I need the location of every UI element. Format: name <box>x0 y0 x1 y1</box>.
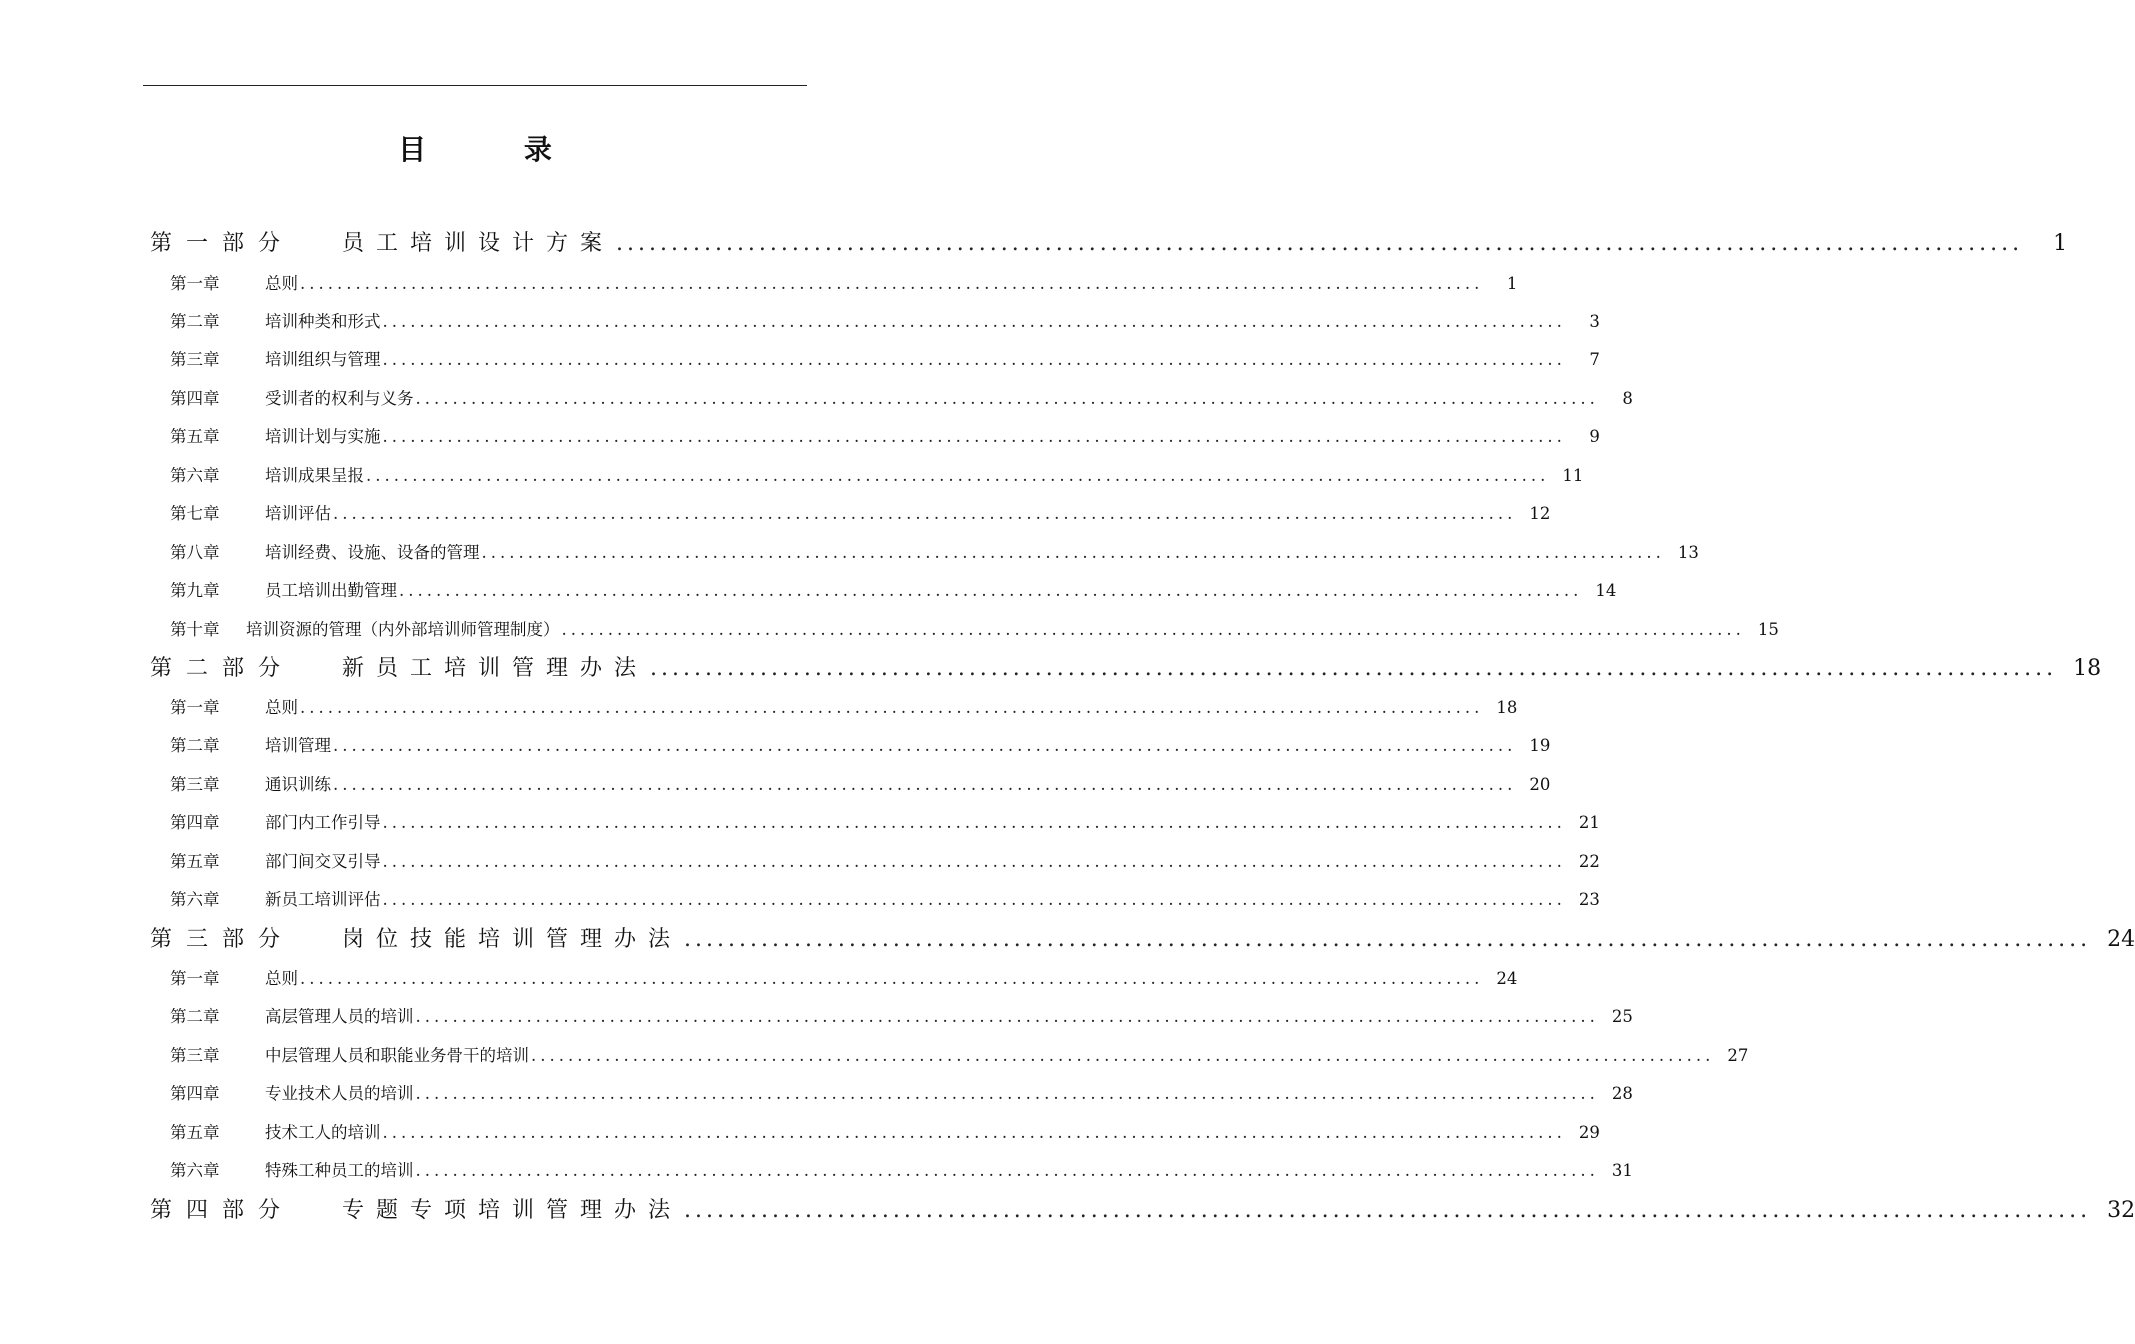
toc-entry-title: 技术工人的培训 <box>265 1123 381 1142</box>
toc-page-number: 21 <box>1578 813 1600 832</box>
toc-page-number: 29 <box>1578 1123 1600 1142</box>
toc-page-number: 32 <box>2107 1198 2135 1223</box>
toc-entry-title: 总则 <box>265 274 298 293</box>
toc-dot-leader: ................................................................................................................................ <box>300 274 1484 293</box>
toc-entry-title: 总则 <box>265 698 298 717</box>
toc-dot-leader: ................................................................................................................................ <box>415 1161 1599 1180</box>
toc-entry-number: 第二部分 <box>150 656 295 681</box>
toc-dot-leader: ................................................................................................................................ <box>300 969 1484 988</box>
toc-part-entry[interactable] <box>150 1193 2135 1223</box>
toc-page-number: 1 <box>2053 231 2068 256</box>
toc-chapter-entry[interactable] <box>170 270 1518 294</box>
toc-chapter-entry[interactable] <box>170 848 1600 872</box>
toc-dot-leader: ................................................................................................................................ <box>333 504 1517 523</box>
toc-dot-leader: ................................................................................................................................ <box>616 231 2024 256</box>
toc-page-number: 7 <box>1589 350 1600 369</box>
toc-dot-leader: ................................................................................................................................ <box>333 736 1517 755</box>
toc-chapter-entry[interactable] <box>170 809 1600 833</box>
toc-dot-leader: ................................................................................................................................ <box>382 350 1566 369</box>
toc-entry-title: 中层管理人员和职能业务骨干的培训 <box>265 1046 529 1065</box>
toc-page-number: 14 <box>1595 581 1617 600</box>
toc-entry-number: 第一章 <box>170 698 220 717</box>
toc-dot-leader: ................................................................................................................................ <box>382 813 1566 832</box>
toc-page-number: 8 <box>1622 389 1633 408</box>
toc-page-number: 20 <box>1529 775 1551 794</box>
toc-page-number: 19 <box>1529 736 1551 755</box>
toc-chapter-entry[interactable] <box>170 308 1600 332</box>
toc-chapter-entry[interactable] <box>170 539 1699 563</box>
toc-entry-number: 第三章 <box>170 1046 220 1065</box>
toc-entry-number: 第四部分 <box>150 1198 295 1223</box>
toc-page-number: 3 <box>1589 312 1600 331</box>
toc-dot-leader: ................................................................................................................................ <box>650 656 2058 681</box>
toc-chapter-entry[interactable] <box>170 385 1633 409</box>
toc-page-number: 31 <box>1611 1161 1633 1180</box>
toc-chapter-entry[interactable] <box>170 1157 1633 1181</box>
toc-chapter-entry[interactable] <box>170 694 1518 718</box>
toc-entry-number: 第一章 <box>170 969 220 988</box>
toc-dot-leader: ................................................................................................................................ <box>382 1123 1566 1142</box>
toc-chapter-entry[interactable] <box>170 500 1551 524</box>
toc-chapter-entry[interactable] <box>170 1003 1633 1027</box>
toc-page-number: 24 <box>2107 927 2135 952</box>
toc-entry-title: 培训资源的管理（内外部培训师管理制度） <box>246 620 560 639</box>
toc-entry-title: 培训经费、设施、设备的管理 <box>265 543 480 562</box>
toc-entry-number: 第二章 <box>170 312 220 331</box>
toc-part-entry[interactable] <box>150 651 2102 681</box>
toc-entry-number: 第十章 <box>170 620 220 639</box>
toc-entry-number: 第四章 <box>170 813 220 832</box>
toc-entry-title: 高层管理人员的培训 <box>265 1007 414 1026</box>
toc-chapter-entry[interactable] <box>170 462 1584 486</box>
toc-entry-number: 第八章 <box>170 543 220 562</box>
toc-entry-title: 岗位技能培训管理办法 <box>342 927 683 952</box>
toc-entry-number: 第四章 <box>170 389 220 408</box>
toc-part-entry[interactable] <box>150 922 2135 952</box>
toc-entry-number: 第五章 <box>170 852 220 871</box>
toc-entry-number: 第三部分 <box>150 927 295 952</box>
toc-entry-number: 第七章 <box>170 504 220 523</box>
toc-dot-leader: ................................................................................................................................ <box>415 389 1599 408</box>
toc-page-number: 12 <box>1529 504 1551 523</box>
toc-part-entry[interactable] <box>150 226 2068 256</box>
toc-dot-leader: ................................................................................................................................ <box>415 1084 1599 1103</box>
toc-entry-title: 培训组织与管理 <box>265 350 381 369</box>
toc-entry-title: 员工培训出勤管理 <box>265 581 397 600</box>
toc-entry-number: 第六章 <box>170 1161 220 1180</box>
toc-dot-leader: ................................................................................................................................ <box>382 852 1566 871</box>
toc-chapter-entry[interactable] <box>170 1080 1633 1104</box>
toc-entry-number: 第一部分 <box>150 231 295 256</box>
toc-entry-number: 第一章 <box>170 274 220 293</box>
toc-entry-number: 第三章 <box>170 775 220 794</box>
toc-entry-title: 专业技术人员的培训 <box>265 1084 414 1103</box>
toc-entry-title: 培训计划与实施 <box>265 427 381 446</box>
page-title: 目 录 <box>398 133 596 166</box>
toc-dot-leader: ................................................................................................................................ <box>382 890 1566 909</box>
toc-page-number: 1 <box>1506 274 1518 293</box>
toc-entry-title: 新员工培训评估 <box>265 890 381 909</box>
toc-page-number: 28 <box>1611 1084 1633 1103</box>
toc-chapter-entry[interactable] <box>170 346 1600 370</box>
toc-chapter-entry[interactable] <box>170 1042 1749 1066</box>
toc-dot-leader: ................................................................................................................................ <box>366 466 1550 485</box>
toc-entry-title: 特殊工种员工的培训 <box>265 1161 414 1180</box>
toc-chapter-entry[interactable] <box>170 616 1779 640</box>
toc-dot-leader: ................................................................................................................................ <box>382 427 1566 446</box>
toc-chapter-entry[interactable] <box>170 577 1617 601</box>
toc-dot-leader: ................................................................................................................................ <box>481 543 1665 562</box>
toc-dot-leader: ................................................................................................................................ <box>531 1046 1715 1065</box>
toc-page-number: 27 <box>1727 1046 1749 1065</box>
toc-page-number: 9 <box>1589 427 1600 446</box>
toc-entry-title: 培训评估 <box>265 504 331 523</box>
toc-entry-number: 第五章 <box>170 1123 220 1142</box>
toc-page-number: 24 <box>1496 969 1518 988</box>
toc-dot-leader: ................................................................................................................................ <box>415 1007 1599 1026</box>
toc-entry-number: 第二章 <box>170 1007 220 1026</box>
toc-dot-leader: ................................................................................................................................ <box>333 775 1517 794</box>
toc-dot-leader: ................................................................................................................................ <box>382 312 1566 331</box>
toc-dot-leader: ................................................................................................................................ <box>684 927 2092 952</box>
toc-entry-title: 培训种类和形式 <box>265 312 381 331</box>
toc-chapter-entry[interactable] <box>170 771 1551 795</box>
toc-page-number: 22 <box>1578 852 1600 871</box>
toc-entry-number: 第三章 <box>170 350 220 369</box>
toc-entry-number: 第六章 <box>170 466 220 485</box>
toc-chapter-entry[interactable] <box>170 732 1551 756</box>
toc-dot-leader: ................................................................................................................................ <box>561 620 1745 639</box>
toc-entry-number: 第四章 <box>170 1084 220 1103</box>
toc-page-number: 13 <box>1677 543 1699 562</box>
toc-page-number: 25 <box>1611 1007 1633 1026</box>
toc-entry-number: 第六章 <box>170 890 220 909</box>
toc-page-number: 18 <box>2073 656 2102 681</box>
toc-page-number: 11 <box>1562 466 1584 485</box>
toc-entry-number: 第九章 <box>170 581 220 600</box>
toc-entry-title: 培训管理 <box>265 736 331 755</box>
toc-entry-title: 员工培训设计方案 <box>342 231 615 256</box>
toc-entry-title: 受训者的权利与义务 <box>265 389 414 408</box>
toc-entry-title: 部门间交叉引导 <box>265 852 381 871</box>
toc-dot-leader: ................................................................................................................................ <box>399 581 1583 600</box>
toc-entry-title: 新员工培训管理办法 <box>342 656 649 681</box>
toc-page-number: 23 <box>1578 890 1600 909</box>
toc-page-number: 18 <box>1496 698 1518 717</box>
toc-chapter-entry[interactable] <box>170 1119 1600 1143</box>
toc-dot-leader: ................................................................................................................................ <box>300 698 1484 717</box>
toc-entry-title: 部门内工作引导 <box>265 813 381 832</box>
toc-entry-title: 通识训练 <box>265 775 331 794</box>
toc-entry-title: 总则 <box>265 969 298 988</box>
toc-chapter-entry[interactable] <box>170 423 1600 447</box>
toc-entry-number: 第二章 <box>170 736 220 755</box>
toc-dot-leader: ................................................................................................................................ <box>684 1198 2092 1223</box>
toc-entry-title: 专题专项培训管理办法 <box>342 1198 683 1223</box>
toc-chapter-entry[interactable] <box>170 886 1600 910</box>
toc-page-number: 15 <box>1757 620 1779 639</box>
toc-chapter-entry[interactable] <box>170 965 1518 989</box>
toc-entry-title: 培训成果呈报 <box>265 466 364 485</box>
toc-entry-number: 第五章 <box>170 427 220 446</box>
